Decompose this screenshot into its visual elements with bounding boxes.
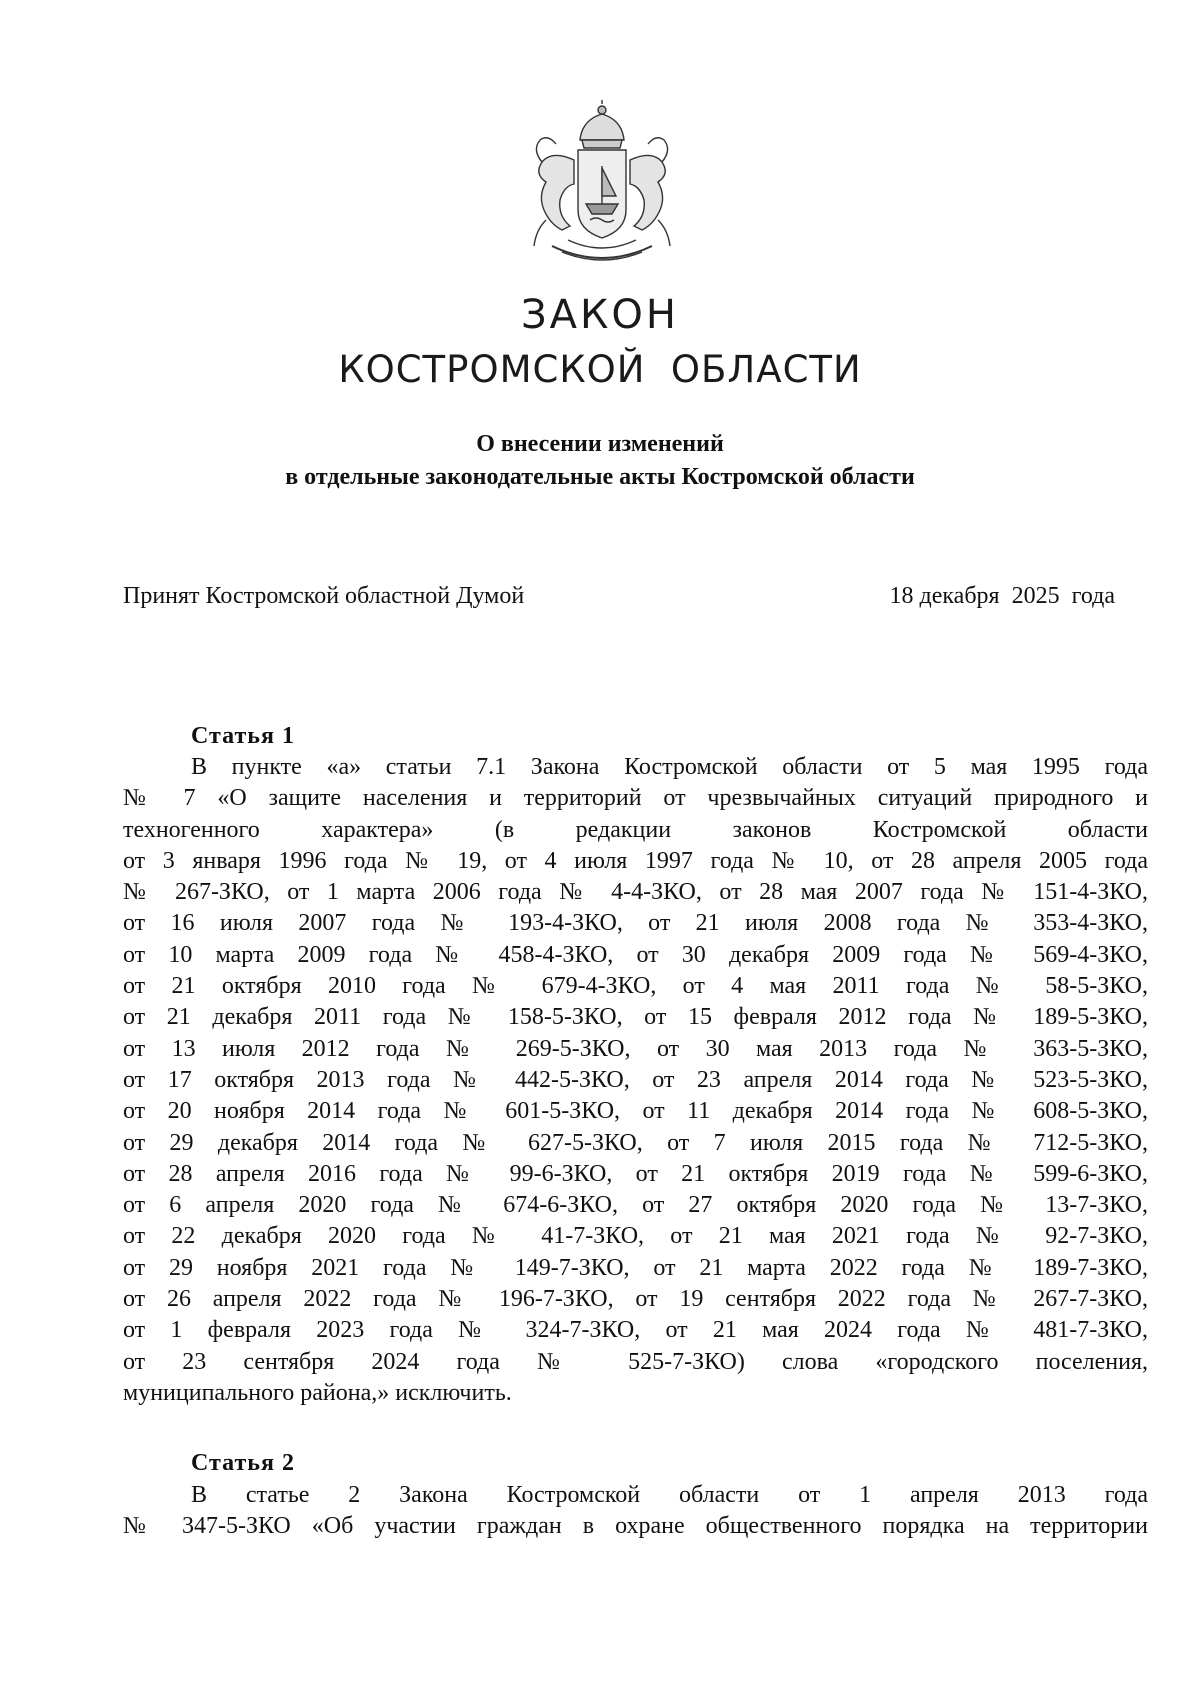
- article-1-body: [123, 752, 1148, 1409]
- adoption-date: 18 декабря 2025 года: [889, 583, 1115, 609]
- paragraph-line: от 16 июля 2007 года № 193-4-ЗКО, от 21 июля 2008 года № 353-4-ЗКО,: [123, 910, 1148, 937]
- paragraph-line: от 10 марта 2009 года № 458-4-ЗКО, от 30 декабря 2009 года № 569-4-ЗКО,: [123, 941, 1148, 968]
- paragraph-line: от 28 апреля 2016 года № 99-6-ЗКО, от 21 октября 2019 года № 599-6-ЗКО,: [123, 1160, 1148, 1187]
- region-name: КОСТРОМСКОЙ ОБЛАСТИ: [338, 348, 862, 391]
- adopted-by: Принят Костромской областной Думой: [123, 583, 525, 609]
- paragraph-line: В статье 2 Закона Костромской области от 1 апреля 2013 года: [191, 1482, 1148, 1508]
- paragraph-line: № 347-5-ЗКО «Об участии граждан в охране общественного порядка на территории: [123, 1513, 1148, 1540]
- paragraph-line: от 17 октября 2013 года № 442-5-ЗКО, от 23 апреля 2014 года № 523-5-ЗКО,: [123, 1066, 1148, 1093]
- law-title: ЗАКОН: [521, 292, 679, 338]
- paragraph-line: от 13 июля 2012 года № 269-5-ЗКО, от 30 мая 2013 года № 363-5-ЗКО,: [123, 1035, 1148, 1062]
- paragraph-line: от 29 декабря 2014 года № 627-5-ЗКО, от 7 июля 2015 года № 712-5-ЗКО,: [123, 1129, 1148, 1156]
- paragraph-line: техногенного характера» (в редакции законов Костромской области: [123, 816, 1148, 843]
- law-subject-line: в отдельные законодательные акты Костромской области: [285, 464, 915, 490]
- article-2-body: [123, 1480, 1148, 1543]
- article-2-heading: Статья 2: [191, 1450, 295, 1476]
- paragraph-line: муниципального района,» исключить.: [123, 1379, 512, 1406]
- paragraph-line: от 3 января 1996 года № 19, от 4 июля 1997 года № 10, от 28 апреля 2005 года: [123, 847, 1148, 874]
- paragraph-line: от 20 ноября 2014 года № 601-5-ЗКО, от 11 декабря 2014 года № 608-5-ЗКО,: [123, 1098, 1148, 1125]
- paragraph-line: от 22 декабря 2020 года № 41-7-ЗКО, от 21 мая 2021 года № 92-7-ЗКО,: [123, 1223, 1148, 1250]
- paragraph-line: от 6 апреля 2020 года № 674-6-ЗКО, от 27 октября 2020 года № 13-7-ЗКО,: [123, 1192, 1148, 1219]
- paragraph-line: от 1 февраля 2023 года № 324-7-ЗКО, от 21 мая 2024 года № 481-7-ЗКО,: [123, 1317, 1148, 1344]
- paragraph-line: № 267-ЗКО, от 1 марта 2006 года № 4-4-ЗКО, от 28 мая 2007 года № 151-4-ЗКО,: [123, 879, 1148, 906]
- law-subject: [0, 428, 1200, 494]
- paragraph-line: от 21 октября 2010 года № 679-4-ЗКО, от 4 мая 2011 года № 58-5-ЗКО,: [123, 973, 1148, 1000]
- paragraph-line: от 26 апреля 2022 года № 196-7-ЗКО, от 19 сентября 2022 года № 267-7-ЗКО,: [123, 1286, 1148, 1313]
- paragraph-line: В пункте «а» статьи 7.1 Закона Костромской области от 5 мая 1995 года: [191, 754, 1148, 780]
- paragraph-line: № 7 «О защите населения и территорий от чрезвычайных ситуаций природного и: [123, 785, 1148, 812]
- paragraph-line: от 23 сентября 2024 года № 525-7-ЗКО) слова «городского поселения,: [123, 1348, 1148, 1375]
- article-1-heading: Статья 1: [191, 723, 295, 749]
- paragraph-line: от 21 декабря 2011 года № 158-5-ЗКО, от 15 февраля 2012 года № 189-5-ЗКО,: [123, 1004, 1148, 1031]
- law-subject-line: О внесении изменений: [476, 431, 724, 457]
- paragraph-line: от 29 ноября 2021 года № 149-7-ЗКО, от 21 марта 2022 года № 189-7-ЗКО,: [123, 1254, 1148, 1281]
- coat-of-arms-icon: [512, 100, 692, 272]
